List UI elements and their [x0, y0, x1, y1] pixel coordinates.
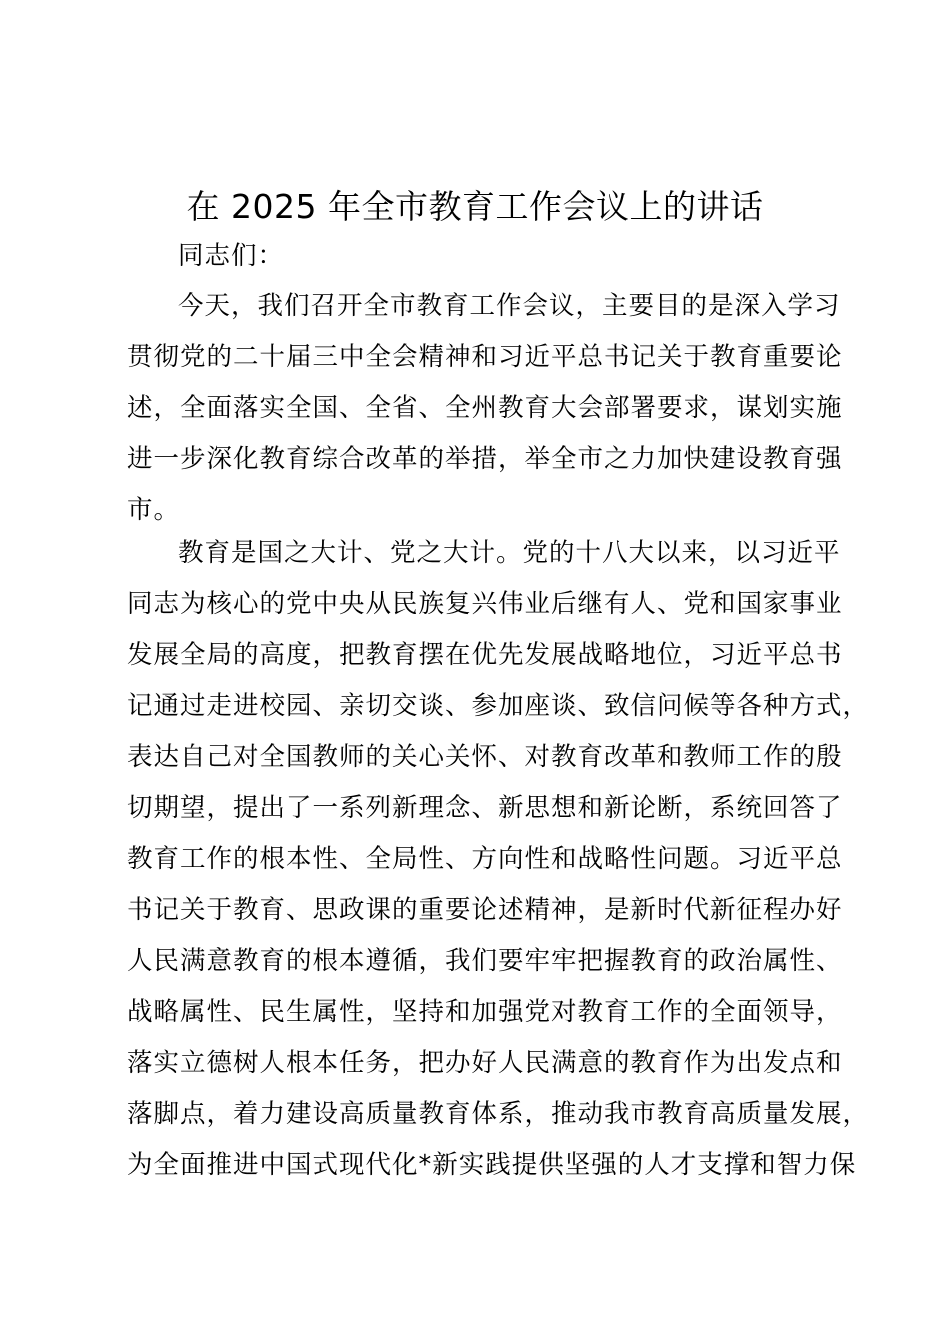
- paragraph-1: [127, 281, 843, 536]
- salutation: 同志们：: [178, 241, 285, 271]
- salutation-block: [127, 231, 837, 282]
- paragraph-line: 同志为核心的党中央从民族复兴伟业后继有人、党和国家事业: [127, 589, 843, 619]
- document-title: 在 2025 年全市教育工作会议上的讲话: [186, 187, 764, 226]
- paragraph-line: 切期望，提出了一系列新理念、新思想和新论断，系统回答了: [127, 793, 843, 823]
- paragraph-line: 战略属性、民生属性，坚持和加强党对教育工作的全面领导，: [127, 997, 843, 1027]
- paragraph-line: 落实立德树人根本任务，把办好人民满意的教育作为出发点和: [127, 1048, 843, 1078]
- paragraph-line: 教育是国之大计、党之大计。党的十八大以来，以习近平: [178, 538, 841, 568]
- paragraph-line: 书记关于教育、思政课的重要论述精神，是新时代新征程办好: [127, 895, 843, 925]
- paragraph-line: 记通过走进校园、亲切交谈、参加座谈、致信问候等各种方式，: [127, 691, 870, 721]
- paragraph-line: 进一步深化教育综合改革的举措，举全市之力加快建设教育强: [127, 444, 843, 474]
- paragraph-line: 落脚点，着力建设高质量教育体系，推动我市教育高质量发展，: [127, 1099, 870, 1129]
- paragraph-line: 今天，我们召开全市教育工作会议，主要目的是深入学习: [178, 291, 841, 321]
- paragraph-line: 述，全面落实全国、全省、全州教育大会部署要求，谋划实施: [127, 393, 843, 423]
- paragraph-line: 人民满意教育的根本遵循，我们要牢牢把握教育的政治属性、: [127, 946, 843, 976]
- paragraph-line: 贯彻党的二十届三中全会精神和习近平总书记关于教育重要论: [127, 342, 843, 372]
- paragraph-line: 教育工作的根本性、全局性、方向性和战略性问题。习近平总: [127, 844, 843, 874]
- paragraph-line: 表达自己对全国教师的关心关怀、对教育改革和教师工作的殷: [127, 742, 843, 772]
- paragraph-line: 为全面推进中国式现代化*新实践提供坚强的人才支撑和智力保: [127, 1150, 857, 1180]
- paragraph-line: 市。: [127, 495, 181, 525]
- paragraph-line: 发展全局的高度，把教育摆在优先发展战略地位，习近平总书: [127, 640, 843, 670]
- paragraph-2: [127, 528, 870, 1191]
